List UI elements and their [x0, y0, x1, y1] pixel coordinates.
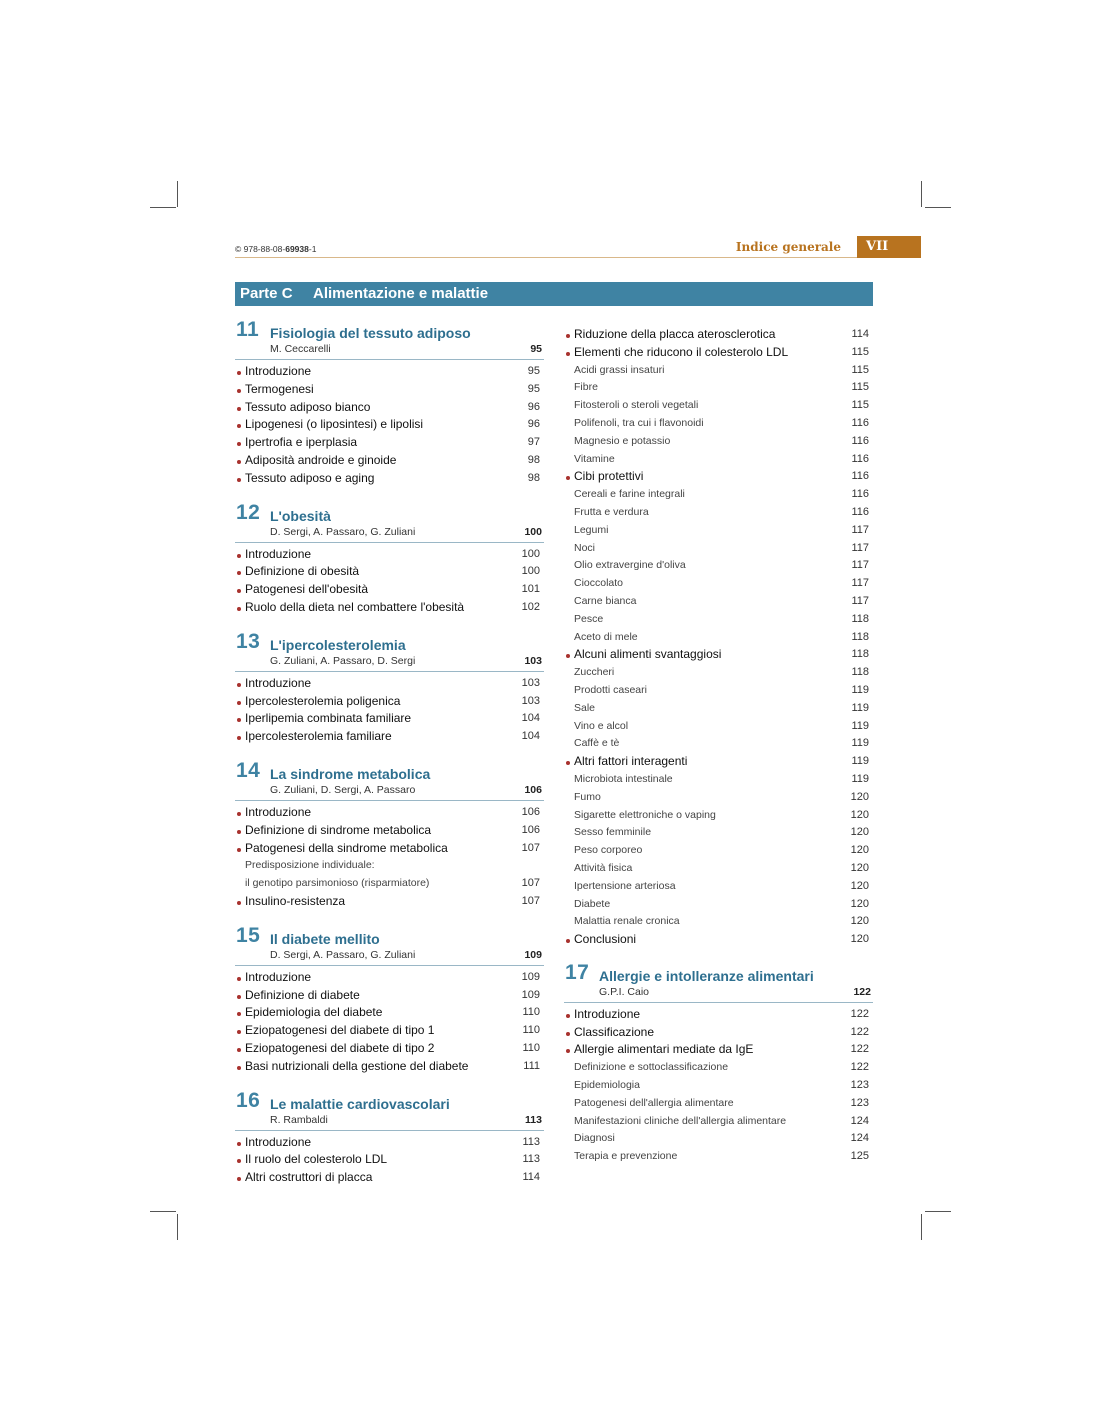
entry-page: 115 — [851, 399, 869, 412]
chapter-number: 14 — [236, 758, 261, 782]
toc-entry[interactable] — [235, 416, 544, 434]
toc-entry[interactable] — [235, 1134, 544, 1152]
toc-entry[interactable] — [235, 987, 544, 1005]
entry-page: 111 — [523, 1059, 540, 1072]
toc-entry[interactable] — [235, 969, 544, 987]
chapter-page: 122 — [853, 985, 871, 998]
entry-label: Definizione di diabete — [245, 987, 360, 1002]
entry-page: 119 — [851, 683, 869, 696]
entry-page: 123 — [850, 1096, 869, 1109]
toc-entry[interactable] — [564, 468, 873, 486]
entry-page: 110 — [522, 1006, 540, 1019]
entry-page: 116 — [851, 452, 869, 465]
entry-page: 110 — [522, 1024, 540, 1037]
chapter-16-continuation — [564, 326, 873, 949]
entry-label: Legumi — [574, 523, 609, 536]
toc-subentry[interactable] — [564, 700, 873, 718]
entry-page: 125 — [850, 1150, 869, 1163]
entry-page: 102 — [521, 600, 540, 613]
entry-label: Aceto di mele — [574, 630, 638, 643]
entry-page: 118 — [851, 648, 869, 661]
chapter-authors: R. Rambaldi — [270, 1113, 328, 1126]
toc-subentry[interactable] — [564, 379, 873, 397]
toc-subentry[interactable] — [564, 664, 873, 682]
entry-label: Introduzione — [245, 969, 312, 984]
chapter-heading[interactable] — [235, 924, 544, 966]
entry-page: 119 — [851, 737, 869, 750]
toc-column-right — [564, 318, 873, 1179]
part-title: Alimentazione e malattie — [313, 285, 489, 302]
chapter-12 — [235, 501, 544, 617]
toc-subentry[interactable] — [564, 771, 873, 789]
running-title: Indice generale — [735, 240, 841, 254]
chapter-page: 103 — [524, 654, 542, 667]
entry-label: Malattia renale cronica — [574, 915, 680, 928]
entry-label: Tessuto adiposo e aging — [245, 470, 375, 485]
entry-page: 98 — [527, 453, 540, 466]
entry-label: il genotipo parsimonioso (risparmiatore) — [245, 877, 430, 890]
chapter-heading[interactable] — [564, 961, 873, 1003]
entry-page: 120 — [850, 879, 869, 892]
toc-entry[interactable] — [235, 675, 544, 693]
toc-subentry[interactable] — [564, 878, 873, 896]
entry-label: Introduzione — [574, 1006, 641, 1021]
entry-label: Altri costruttori di placca — [245, 1170, 373, 1185]
toc-subentry[interactable] — [564, 540, 873, 558]
toc-subentry[interactable] — [564, 1130, 873, 1148]
entry-page: 95 — [527, 365, 540, 377]
chapter-entries — [235, 675, 544, 746]
entry-label: Patogenesi dell'obesità — [245, 582, 369, 597]
entry-label: Fumo — [574, 790, 601, 803]
entry-page: 120 — [850, 808, 869, 821]
chapter-17 — [564, 961, 873, 1166]
entry-label: Polifenoli, tra cui i flavonoidi — [574, 416, 704, 429]
toc-subentry[interactable] — [235, 857, 544, 875]
entry-label: Iperlipemia combinata familiare — [245, 711, 412, 726]
toc-subentry[interactable] — [564, 913, 873, 931]
chapter-title: L'obesità — [270, 507, 331, 524]
entry-label: Ipertensione arteriosa — [574, 879, 676, 892]
entry-page: 96 — [527, 400, 540, 413]
toc-subentry[interactable] — [564, 593, 873, 611]
toc-subentry[interactable] — [564, 842, 873, 860]
chapter-title: Le malattie cardiovascolari — [270, 1095, 450, 1112]
toc-subentry[interactable] — [564, 860, 873, 878]
entry-label: Introduzione — [245, 546, 312, 561]
entry-page: 117 — [851, 523, 869, 536]
chapter-number: 12 — [236, 500, 261, 524]
toc-entry[interactable] — [564, 326, 873, 344]
chapter-title: Fisiologia del tessuto adiposo — [270, 325, 471, 341]
chapter-title: L'ipercolesterolemia — [270, 636, 406, 653]
entry-label: Diabete — [574, 897, 611, 910]
toc-column-left — [235, 318, 544, 1200]
entry-label: Patogenesi della sindrome metabolica — [245, 840, 448, 855]
entry-label: Olio extravergine d'oliva — [574, 559, 686, 572]
toc-subentry[interactable] — [564, 1077, 873, 1095]
entry-label: Alcuni alimenti svantaggiosi — [574, 647, 722, 662]
toc-entry[interactable] — [235, 1004, 544, 1022]
crop-mark — [150, 207, 176, 208]
entry-label: Prodotti caseari — [574, 683, 647, 696]
chapter-13 — [235, 630, 544, 746]
entry-page: 114 — [522, 1171, 540, 1184]
chapter-heading[interactable] — [235, 318, 544, 360]
toc-entry[interactable] — [564, 1006, 873, 1024]
entry-label: Tessuto adiposo bianco — [245, 399, 371, 414]
toc-entry[interactable] — [235, 581, 544, 599]
crop-mark — [925, 207, 951, 208]
chapter-heading[interactable] — [235, 501, 544, 543]
toc-subentry[interactable] — [564, 896, 873, 914]
entry-page: 107 — [521, 894, 540, 907]
toc-subentry[interactable] — [564, 718, 873, 736]
chapter-entries — [235, 363, 544, 488]
toc-subentry[interactable] — [564, 1148, 873, 1166]
chapter-11 — [235, 318, 544, 488]
entry-page: 117 — [851, 594, 869, 607]
toc-entry[interactable] — [235, 599, 544, 617]
entry-page: 124 — [850, 1132, 869, 1145]
toc-subentry[interactable] — [564, 433, 873, 451]
entry-label: Definizione di sindrome metabolica — [245, 822, 432, 837]
isbn: © 978-88-08-69938-1 — [235, 244, 317, 254]
entry-label: Epidemiologia del diabete — [245, 1005, 383, 1020]
toc-entry[interactable] — [235, 893, 544, 911]
chapter-title: La sindrome metabolica — [270, 765, 431, 782]
entry-page: 118 — [851, 612, 869, 625]
chapter-authors: D. Sergi, A. Passaro, G. Zuliani — [270, 525, 416, 538]
entry-label: Introduzione — [245, 675, 312, 690]
entry-page: 124 — [850, 1114, 869, 1127]
entry-page: 107 — [521, 877, 540, 890]
entry-label: Elementi che riducono il colesterolo LDL — [574, 344, 789, 359]
toc-entry[interactable] — [564, 753, 873, 771]
entry-label: Insulino-resistenza — [245, 893, 346, 908]
entry-label: Carne bianca — [574, 594, 637, 607]
entry-label: Manifestazioni cliniche dell'allergia alimentare — [574, 1114, 787, 1127]
toc-subentry[interactable] — [564, 1095, 873, 1113]
entry-label: Attività fisica — [574, 861, 633, 874]
toc-subentry[interactable] — [564, 575, 873, 593]
entry-label: Patogenesi dell'allergia alimentare — [574, 1096, 734, 1109]
chapter-page: 106 — [524, 783, 542, 796]
entry-label: Introduzione — [245, 804, 312, 819]
entry-page: 106 — [521, 805, 540, 818]
entry-page: 116 — [851, 505, 869, 518]
entry-page: 96 — [527, 418, 540, 431]
chapter-15 — [235, 924, 544, 1076]
entry-page: 123 — [850, 1079, 869, 1092]
entry-page: 119 — [851, 772, 869, 785]
chapter-authors: D. Sergi, A. Passaro, G. Zuliani — [270, 948, 416, 961]
toc-subentry[interactable] — [564, 1113, 873, 1131]
crop-mark — [150, 1211, 176, 1212]
entry-label: Riduzione della placca aterosclerotica — [574, 327, 776, 341]
entry-label: Cioccolato — [574, 577, 624, 590]
entry-label: Microbiota intestinale — [574, 772, 673, 785]
toc-entry[interactable] — [235, 452, 544, 470]
entry-label: Ipercolesterolemia familiare — [245, 729, 392, 744]
entry-page: 122 — [850, 1061, 869, 1074]
entry-page: 113 — [522, 1153, 540, 1166]
toc-subentry[interactable] — [564, 522, 873, 540]
entry-label: Cereali e farine integrali — [574, 488, 685, 501]
entry-page: 116 — [851, 434, 869, 447]
entry-label: Fibre — [574, 381, 598, 394]
entry-page: 115 — [851, 345, 869, 358]
toc-subentry[interactable] — [564, 397, 873, 415]
entry-label: Pesce — [574, 612, 604, 625]
chapter-number: 11 — [236, 318, 260, 341]
chapter-page: 109 — [524, 948, 542, 961]
entry-page: 119 — [851, 755, 869, 768]
entry-page: 100 — [521, 547, 540, 560]
entry-page: 107 — [521, 841, 540, 854]
part-label: Parte C — [240, 285, 293, 302]
entry-label: Predisposizione individuale: — [245, 859, 375, 872]
entry-page: 103 — [521, 676, 540, 689]
entry-page: 120 — [850, 790, 869, 803]
entry-label: Frutta e verdura — [574, 505, 649, 518]
chapter-authors: G. Zuliani, D. Sergi, A. Passaro — [270, 783, 416, 796]
toc-subentry[interactable] — [564, 504, 873, 522]
crop-mark — [177, 181, 178, 207]
toc-subentry[interactable] — [564, 824, 873, 842]
toc-entry[interactable] — [235, 1022, 544, 1040]
chapter-authors: G. Zuliani, A. Passaro, D. Sergi — [270, 654, 416, 667]
toc-subentry[interactable] — [564, 557, 873, 575]
entry-page: 101 — [521, 583, 540, 596]
toc-entry[interactable] — [235, 399, 544, 417]
chapter-number: 15 — [236, 923, 261, 947]
entry-page: 120 — [850, 933, 869, 946]
entry-page: 109 — [521, 988, 540, 1001]
entry-label: Definizione di obesità — [245, 564, 360, 579]
entry-page: 95 — [527, 382, 540, 395]
toc-subentry[interactable] — [564, 682, 873, 700]
entry-page: 118 — [851, 630, 869, 643]
toc-entry[interactable] — [235, 1151, 544, 1169]
entry-label: Introduzione — [245, 1134, 312, 1149]
entry-page: 120 — [850, 897, 869, 910]
entry-label: Vitamine — [574, 452, 615, 465]
entry-page: 116 — [851, 488, 869, 501]
toc-entry[interactable] — [235, 822, 544, 840]
entry-page: 113 — [522, 1135, 540, 1148]
entry-label: Ipercolesterolemia poligenica — [245, 693, 401, 708]
entry-page: 118 — [851, 666, 869, 679]
crop-mark — [921, 1214, 922, 1240]
entry-label: Lipogenesi (o liposintesi) e lipolisi — [245, 417, 424, 432]
entry-page: 115 — [851, 381, 869, 394]
toc-subentry[interactable] — [564, 362, 873, 380]
toc-entry[interactable] — [564, 344, 873, 362]
entry-label: Terapia e prevenzione — [574, 1150, 678, 1163]
entry-page: 120 — [850, 844, 869, 857]
chapter-entries — [564, 1006, 873, 1166]
toc-entry[interactable] — [235, 840, 544, 858]
entry-page: 120 — [850, 861, 869, 874]
chapter-title: Il diabete mellito — [270, 930, 380, 947]
page-header — [235, 236, 921, 258]
entry-label: Sigarette elettroniche o vaping — [574, 808, 716, 821]
chapter-authors: G.P.I. Caio — [599, 985, 649, 998]
entry-page: 122 — [850, 1007, 869, 1020]
chapter-heading[interactable] — [235, 630, 544, 672]
chapter-page: 113 — [525, 1113, 542, 1126]
header-rule — [235, 257, 857, 258]
chapter-title: Allergie e intolleranze alimentari — [599, 967, 814, 984]
entry-page: 104 — [521, 730, 540, 743]
entry-page: 122 — [850, 1043, 869, 1056]
entry-page: 109 — [521, 970, 540, 983]
entry-page: 117 — [851, 559, 869, 572]
toc-entry[interactable] — [235, 693, 544, 711]
toc-entry[interactable] — [564, 931, 873, 949]
toc-entry[interactable] — [235, 363, 544, 381]
toc-entry[interactable] — [235, 434, 544, 452]
toc-subentry[interactable] — [564, 807, 873, 825]
entry-label: Caffè e tè — [574, 737, 620, 750]
entry-label: Cibi protettivi — [574, 469, 644, 484]
toc-entry[interactable] — [564, 1041, 873, 1059]
toc-entry[interactable] — [235, 546, 544, 564]
entry-label: Vino e alcol — [574, 719, 629, 732]
entry-page: 120 — [850, 915, 869, 928]
entry-label: Ipertrofia e iperplasia — [245, 435, 358, 450]
toc-entry[interactable] — [564, 1024, 873, 1042]
entry-page: 120 — [850, 826, 869, 839]
toc-subentry[interactable] — [564, 1059, 873, 1077]
entry-label: Eziopatogenesi del diabete di tipo 2 — [245, 1040, 435, 1055]
entry-page: 116 — [851, 416, 869, 429]
part-banner — [235, 282, 873, 306]
chapter-heading[interactable] — [235, 759, 544, 801]
chapter-page: 100 — [524, 525, 542, 538]
toc-subentry[interactable] — [564, 629, 873, 647]
toc-subentry[interactable] — [564, 486, 873, 504]
entry-label: Acidi grassi insaturi — [574, 363, 665, 376]
entry-page: 115 — [851, 363, 869, 376]
crop-mark — [921, 181, 922, 207]
entry-page: 106 — [521, 823, 540, 836]
toc-entry[interactable] — [235, 1169, 544, 1187]
entry-label: Magnesio e potassio — [574, 434, 671, 447]
toc-subentry[interactable] — [564, 415, 873, 433]
chapter-page: 95 — [530, 343, 542, 355]
chapter-number: 17 — [565, 960, 590, 984]
chapter-number: 13 — [236, 629, 261, 653]
entry-label: Allergie alimentari mediate da IgE — [574, 1042, 754, 1057]
entry-label: Sesso femminile — [574, 826, 652, 839]
chapter-entries — [235, 546, 544, 617]
toc-entry[interactable] — [235, 381, 544, 399]
entry-label: Fitosteroli o steroli vegetali — [574, 399, 699, 412]
entry-label: Diagnosi — [574, 1132, 615, 1145]
toc-entry[interactable] — [235, 804, 544, 822]
entry-label: Peso corporeo — [574, 844, 643, 857]
page-number: VII — [857, 236, 921, 258]
toc-subentry[interactable] — [235, 875, 544, 893]
entry-page: 122 — [850, 1025, 869, 1038]
entry-label: Basi nutrizionali della gestione del diabete — [245, 1058, 469, 1073]
entry-page: 104 — [521, 712, 540, 725]
toc-entry[interactable] — [235, 710, 544, 728]
toc-entry[interactable] — [235, 563, 544, 581]
entry-label: Noci — [574, 541, 596, 554]
crop-mark — [177, 1214, 178, 1240]
entry-label: Termogenesi — [245, 381, 314, 396]
chapter-heading[interactable] — [235, 1089, 544, 1131]
entry-label: Epidemiologia — [574, 1079, 640, 1092]
toc-subentry[interactable] — [564, 789, 873, 807]
chapter-entries — [235, 1134, 544, 1187]
chapter-16 — [235, 1089, 544, 1187]
entry-page: 110 — [522, 1041, 540, 1054]
entry-page: 114 — [851, 328, 869, 340]
entry-label: Altri fattori interagenti — [574, 754, 688, 769]
entry-label: Introduzione — [245, 364, 312, 378]
entry-label: Sale — [574, 701, 596, 714]
entry-label: Conclusioni — [574, 932, 637, 947]
toc-entry[interactable] — [564, 646, 873, 664]
crop-mark — [925, 1211, 951, 1212]
entry-page: 119 — [851, 701, 869, 714]
toc-entry[interactable] — [235, 1040, 544, 1058]
toc-entry[interactable] — [235, 728, 544, 746]
entry-page: 103 — [521, 694, 540, 707]
chapter-number: 16 — [236, 1088, 261, 1112]
entry-label: Definizione e sottoclassificazione — [574, 1061, 729, 1074]
entry-label: Zuccheri — [574, 666, 615, 679]
entry-page: 100 — [521, 565, 540, 578]
toc-entry[interactable] — [235, 470, 544, 488]
toc-subentry[interactable] — [564, 611, 873, 629]
chapter-authors: M. Ceccarelli — [270, 343, 331, 355]
chapter-14 — [235, 759, 544, 911]
entry-page: 97 — [527, 436, 540, 449]
chapter-entries — [235, 969, 544, 1076]
entry-page: 98 — [527, 471, 540, 484]
toc-subentry[interactable] — [564, 451, 873, 469]
toc-entry[interactable] — [235, 1058, 544, 1076]
chapter-entries — [235, 804, 544, 911]
entry-label: Adiposità androide e ginoide — [245, 452, 397, 467]
entry-page: 119 — [851, 719, 869, 732]
entry-page: 117 — [851, 577, 869, 590]
entry-label: Ruolo della dieta nel combattere l'obesità — [245, 599, 465, 614]
entry-page: 116 — [851, 470, 869, 483]
entry-label: Classificazione — [574, 1024, 655, 1039]
entry-page: 117 — [851, 541, 869, 554]
toc-subentry[interactable] — [564, 735, 873, 753]
entry-label: Eziopatogenesi del diabete di tipo 1 — [245, 1023, 435, 1038]
entry-label: Il ruolo del colesterolo LDL — [245, 1152, 388, 1167]
